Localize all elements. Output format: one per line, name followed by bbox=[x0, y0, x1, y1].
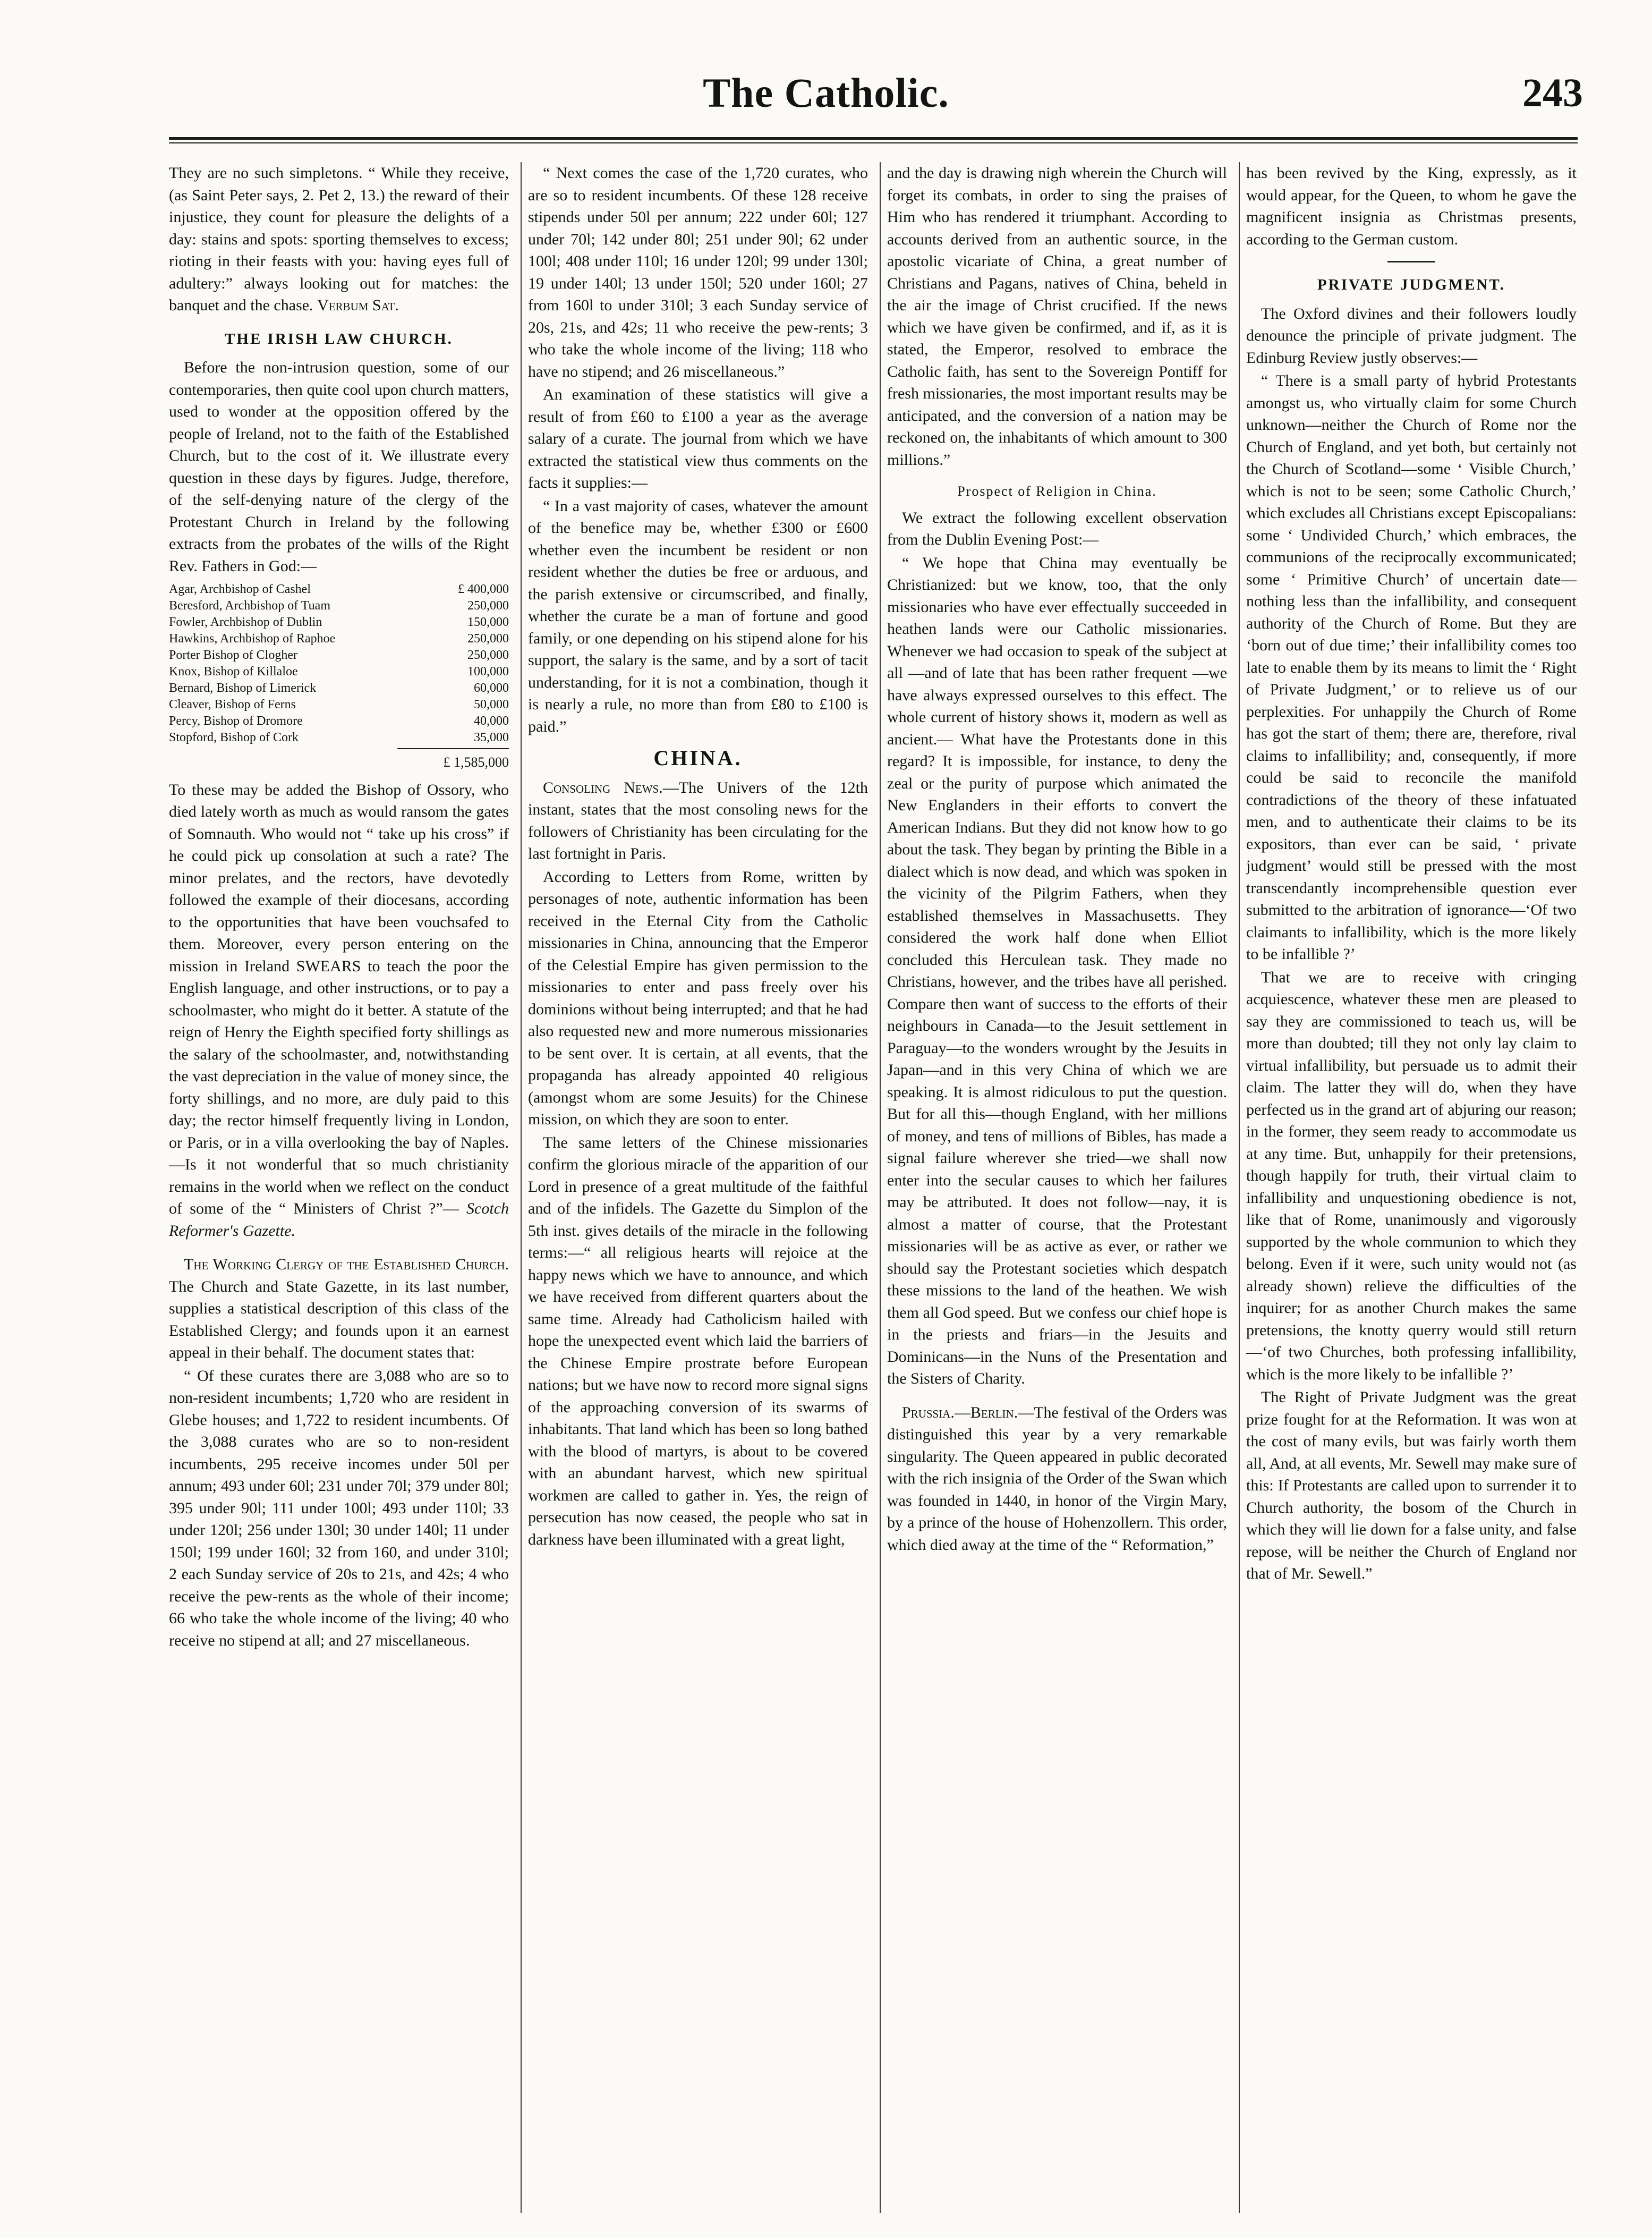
bishop-row bbox=[169, 614, 509, 631]
bishop-amount: 40,000 bbox=[474, 714, 509, 728]
bishop-row bbox=[169, 631, 509, 647]
bishop-amount: £ 400,000 bbox=[458, 582, 509, 596]
prussia-text: —The festival of the Orders was distinguished this year by a very remarkable singularity. The Queen appeared in public decorated with the rich insignia of the Order of the Swan which was founded in 1440, in honor of the Virgin Mary, by a prince of the house of Hohenzollern. This order, which died away at the time of the “ Reformation,” bbox=[887, 1403, 1227, 1554]
order-revived-paragraph: has been revived by the King, expressly, as it would appear, for the Queen, to whom he gave the magnificent insignia as Christmas presents, according to the German custom. bbox=[1246, 164, 1577, 248]
header-rule-thin bbox=[169, 142, 1578, 143]
bishops-total: £ 1,585,000 bbox=[397, 748, 509, 774]
bishop-amount: 100,000 bbox=[467, 665, 509, 679]
irish-paragraph-2 bbox=[169, 779, 509, 1242]
bishop-amount: 50,000 bbox=[474, 698, 509, 711]
bishop-name: Hawkins, Archbishop of Raphoe bbox=[169, 632, 336, 646]
page-header bbox=[0, 0, 1652, 138]
working-clergy-lead: The Working Clergy of the Established Church. bbox=[184, 1256, 509, 1273]
prospect-intro: We extract the following excellent observation from the Dublin Evening Post:— bbox=[887, 508, 1227, 548]
working-clergy-paragraph bbox=[169, 1253, 509, 1364]
bishop-row bbox=[169, 697, 509, 713]
header-rule-thick bbox=[169, 137, 1578, 140]
private-judgment-response: That we are to receive with cringing acquiescence, whatever these men are pleased to say they are commissioned to teach us, will be more than doubted; till they not only lay claim to virtual infallibility, but persuade us to admit their claim. The latter they will do, when they have perfected us in the grand art of abjuring our reason; in the former, they seem ready to accommodate us at any time. But, unhappily for their pretensions, though happily for truth, their virtual claim to infallibility and unquestioning obedience is not, like that of Rome, unanimously and vigorously supported by the whole communion to which they belong. Even if it were, such unity would not (as already shown) relieve the difficulties of the inquirer; for as another Church makes the same pretensions, the knotty querry would still return—‘of two Churches, both professing infallibility, which is the more likely to be infallible ?’ bbox=[1246, 968, 1577, 1383]
prussia-lead: Prussia.—Berlin. bbox=[902, 1403, 1018, 1421]
bishop-name: Agar, Archbishop of Cashel bbox=[169, 582, 311, 596]
bishop-amount: 250,000 bbox=[467, 648, 509, 662]
bishop-row bbox=[169, 647, 509, 664]
bishop-name: Stopford, Bishop of Cork bbox=[169, 731, 299, 744]
curates-paragraph: “ Next comes the case of the 1,720 curates, who are so to resident incumbents. Of these 128 receive stipends under 50l per annum; 222 under 60l; 127 under 70l; 142 under 80l; 251 under 90l; 62 under 100l; 408 under 110l; 16 under 120l; 99 under 130l; 19 under 140l; 13 under 150l; 520 under 160l; 27 from 160l to under 310l; 3 each Sunday service of 20s, 21s, and 42s; 11 who receive the pew-rents; 3 who take the whole income of the living; 118 who have no stipend; and 26 miscellaneous.” bbox=[528, 164, 868, 380]
column-separator-1 bbox=[521, 162, 522, 2213]
prospect-body: “ We hope that China may eventually be Christianized: but we know, too, that the only missionaries who have ever effectually succeeded in heathen lands were our Catholic missionaries. Whenever we had occasion to speak of the subject at all —and of late that has been rather frequent —we have always expressed ourselves to this effect. The whole current of history shows it, modern as well as ancient.— What have the Protestants done in this regard? It is impossible, for instance, to deny the zeal or the purity of purpose which animated the New Englanders in their efforts to convert the American Indians. But they did not know how to go about the task. They began by printing the Bible in a dialect which is now dead, and which was spoken in the vicinity of the Pilgrim Fathers, when they established themselves in Massachusetts. They considered the work half done when Elliot concluded this Herculean task. They made no Christians, however, and the tribes have all perished. Compare then want of success to the efforts of their neighbours in Canada—to the Jesuit settlement in Paraguay—to the wonders wrought by the Jesuits in Japan—and in this very China of which we are speaking. It is almost ridiculous to put the question. But for all this—though England, with her millions of money, and tens of millions of Bibles, has made a signal failure wherever she tried—we shall now enter into the secular causes to which her failures may be attributed. It does not follow—nay, it is almost a matter of course, that the Protestant missionaries will be as active as ever, or rather we should say the Protestant societies which despatch these missions to the land of the heathen. We wish them all God speed. But we confess our chief hope is in the priests and friars—in the Jesuits and Dominicans—in the Nuns of the Presentation and the Sisters of Charity. bbox=[887, 554, 1227, 1387]
column-2 bbox=[528, 162, 868, 2224]
bishop-amount: 35,000 bbox=[474, 731, 509, 744]
bishop-row bbox=[169, 680, 509, 697]
majority-paragraph: “ In a vast majority of cases, whatever the amount of the benefice may be, whether £300 or £600 whether even the incumbent be resident or non resident whether the duties be free or arduous, and the parish extensive or circumscribed, and finally, whether the curate be a man of fortune and good family, or one depending on his stipend alone for his support, the salary is the same, and by a sort of tacit understanding, for it is not a combination, though it is nearly a rule, no more than from £80 to £100 is paid.” bbox=[528, 497, 868, 735]
bishop-name: Cleaver, Bishop of Ferns bbox=[169, 698, 296, 711]
bishop-amount: 150,000 bbox=[467, 615, 509, 629]
column-4 bbox=[1246, 162, 1577, 2224]
china-letters-paragraph: According to Letters from Rome, written by personages of note, authentic information has been received in the Eternal City from the Catholic missionaries in China, announcing that the Emperor of the Celestial Empire has given permission to the missionaries to enter and pass freely over his dominions without being interrupted; and that he had also requested new and more numerous missionaries to be sent over. It is certain, at all events, that the propaganda has already appointed 40 religious (amongst whom are some Jesuits) for the Chinese mission, on which they are soon to enter. bbox=[528, 868, 868, 1128]
china-continued-paragraph: and the day is drawing nigh wherein the Church will forget its combats, in order to sing the praises of Him who has rendered it triumphant. According to accounts derived from an authentic source, in the apostolic vicariate of China, a great number of Christians and Pagans, natives of China, beheld in the air the image of Christ crucified. If the news which we have given be confirmed, and if, as it is stated, the Emperor, resolved to embrace the Catholic faith, has sent to the Sovereign Pontiff for fresh missionaries, the most important results may be anticipated, and the conversion of a nation may be reckoned on, the inhabitants of which amount to 300 millions.” bbox=[887, 164, 1227, 469]
bishop-row bbox=[169, 664, 509, 680]
intro-text: They are no such simpletons. “ While they receive,(as Saint Peter says, 2. Pet 2, 13.) the reward of their injustice, they count for pleasure the delights of a day: stains and spots: sporting themselves to excess; rioting in their feasts with you: having eyes full of adultery:” always looking out for matches: the banquet and the chase. bbox=[169, 164, 509, 314]
column-3 bbox=[887, 162, 1227, 2224]
bishop-name: Percy, Bishop of Dromore bbox=[169, 714, 303, 728]
bishop-amount: 250,000 bbox=[467, 599, 509, 613]
bishops-table bbox=[169, 581, 509, 746]
prospect-title: Prospect of Religion in China. bbox=[957, 484, 1157, 499]
bishop-row bbox=[169, 730, 509, 746]
working-clergy-stats: “ Of these curates there are 3,088 who are so to non-resident incumbents; 1,720 who are resident in Glebe houses; and 1,722 to resident incumbents. Of the 3,088 curates who are so to non-resident incumbents, 295 receive incomes under 50l per annum; 493 under 60l; 231 under 70l; 379 under 80l; 395 under 90l; 111 under 100l; 493 under 110l; 33 under 120l; 256 under 130l; 30 under 140l; 11 under 150l; 199 under 160l; 32 from 160, and under 310l; 2 each Sunday service of 20s to 21s, and 42s; 4 who receive the pew-rents as the whole of their income; 66 who take the whole income of the living; 40 who receive no stipend at all; and 27 miscellaneous. bbox=[169, 1367, 509, 1649]
working-clergy-text: The Church and State Gazette, in its last number, supplies a statistical description of this class of the Established Clergy; and founds upon it an earnest appeal in their behalf. The document states that: bbox=[169, 1277, 509, 1361]
china-consoling-text: —The Univers of the 12th instant, states that the most consoling news for the followers of Christianity has been circulating for the last fortnight in Paris. bbox=[528, 778, 868, 862]
bishop-row bbox=[169, 598, 509, 614]
bishop-amount: 250,000 bbox=[467, 632, 509, 646]
irish-paragraph-2-text: To these may be added the Bishop of Ossory, who died lately worth as much as would ransom the gates of Somnauth. Who would not “ take up his cross” if he could pick up consolation at such a rate? The minor prelates, and the rectors, have devotedly followed the example of their diocesans, according to the opportunities that have been vouchsafed to them. Moreover, every person entering on the mission in Ireland SWEARS to teach the poor the English language, and other instructions, or to pay a schoolmaster, who might do it better. A statute of the reign of Henry the Eighth specified forty shillings as the salary of the schoolmaster, and, notwithstanding the vast depreciation in the value of money since, the forty shillings, and no more, are duly paid to this day; the rector himself frequently living in London, or Paris, or in a villa overlooking the bay of Naples.—Is it not wonderful that so much christianity remains in the world when we reflect on the conduct of some of the “ Ministers of Christ ?”— bbox=[169, 781, 509, 1217]
china-miracle-paragraph: The same letters of the Chinese missionaries confirm the glorious miracle of the apparition of our Lord in presence of a great multitude of the faithful and of the infidels. The Gazette du Simplon of the 5th inst. gives details of the miracle in the following terms:—“ all religious hearts will rejoice at the happy news which we have to announce, and which we have received from different quarters about the same time. Already had Catholicism hailed with hope the unexpected event which laid the barriers of the Chinese Empire prostrate before European nations; but we have now to record more signal signs of the approaching conversion of its swarms of inhabitants. That land which has been so long bathed with the blood of martyrs, is about to be covered with an abundant harvest, which new spiritual workmen are called to gather in. Yes, the reign of persecution has now ceased, the people who sat in darkness have been illuminated with a great light, bbox=[528, 1133, 868, 1548]
china-consoling-lead: Consoling News. bbox=[543, 778, 663, 796]
private-judgment-title: PRIVATE JUDGMENT. bbox=[1317, 276, 1505, 293]
page-title: The Catholic. bbox=[703, 70, 949, 116]
intro-paragraph bbox=[169, 162, 509, 317]
bishop-name: Porter Bishop of Clogher bbox=[169, 648, 297, 662]
prussia-paragraph bbox=[887, 1402, 1227, 1556]
private-judgment-quote: “ There is a small party of hybrid Protestants amongst us, who virtually claim for some Church unknown—neither the Church of Rome nor the Church of England, and yet both, but certainly not the Church of Scotland—some ‘ Visible Church,’ which is not to be seen; some Catholic Church,’ which excludes all Christians except Episcopalians: some ‘ Undivided Church,’ which embraces, the communions of the reciprocally excommunicated; some ‘ Primitive Church’ of uncertain date—nothing less than the infallibility, and consequent authority of the Church of Rome. But they are ‘born out of due time;’ their infallibility comes too late to enable them by its means to limit the ‘ Right of Private Judgment,’ or to relieve us of our perplexities. For unhappily the Church of Rome has got the start of them; there are, therefore, rival claims to infallibility; and, consequently, if more could be said to reconcile the manifold contradictions of the theory of these infatuated men, and to authenticate their claims to be its expositors, than ever can be said, ‘ private judgment’ would still be pressed with the most transcendantly incomprehensible question ever submitted to the arbitration of ignorance—‘Of two claimants to infallibility, which is the more likely to be infallible ?’ bbox=[1246, 372, 1577, 963]
section-divider bbox=[1387, 261, 1435, 262]
private-judgment-conclusion: The Right of Private Judgment was the great prize fought for at the Reformation. It was won at the cost of many evils, but was fairly worth them all, And, at all events, Mr. Sewell may make sure of this: If Protestants are called upon to surrender it to Church authority, the bosom of the Church in which they will lie down for a false unity, and false repose, will be neither the Church of England nor that of Mr. Sewell.” bbox=[1246, 1388, 1577, 1582]
bishop-name: Fowler, Archbishop of Dublin bbox=[169, 615, 322, 629]
article-columns bbox=[169, 162, 1577, 2224]
bishop-name: Bernard, Bishop of Limerick bbox=[169, 681, 317, 695]
irish-source: Scotch Reformer's Gazette. bbox=[169, 1200, 509, 1240]
private-judgment-intro: The Oxford divines and their followers loudly denounce the principle of private judgment. The Edinburg Review justly observes:— bbox=[1246, 304, 1577, 367]
irish-law-church-title: THE IRISH LAW CHURCH. bbox=[225, 330, 453, 347]
china-title: CHINA. bbox=[653, 746, 743, 770]
column-separator-3 bbox=[1239, 162, 1240, 2213]
page-number: 243 bbox=[1522, 71, 1583, 115]
bishop-name: Knox, Bishop of Killaloe bbox=[169, 665, 298, 679]
examination-paragraph: An examination of these statistics will give a result of from £60 to £100 a year as the average salary of a curate. The journal from which we have extracted the statistical view thus comments on the facts it supplies:— bbox=[528, 386, 868, 491]
bishop-row bbox=[169, 713, 509, 730]
column-1 bbox=[169, 162, 509, 2224]
bishop-name: Beresford, Archbishop of Tuam bbox=[169, 599, 330, 613]
irish-paragraph-1: Before the non-intrusion question, some of our contemporaries, then quite cool upon church matters, used to wonder at the opposition offered by the people of Ireland, not to the faith of the Established Church, but to the cost of it. We illustrate every question in these days by figures. Judge, therefore, of the self-denying nature of the clergy of the Protestant Church in Ireland by the following extracts from the probates of the wills of the Right Rev. Fathers in God:— bbox=[169, 359, 509, 575]
bishop-amount: 60,000 bbox=[474, 681, 509, 695]
bishop-row bbox=[169, 581, 509, 598]
intro-signature: Verbum Sat. bbox=[317, 296, 399, 314]
china-consoling-paragraph bbox=[528, 777, 868, 865]
column-separator-2 bbox=[880, 162, 881, 2213]
